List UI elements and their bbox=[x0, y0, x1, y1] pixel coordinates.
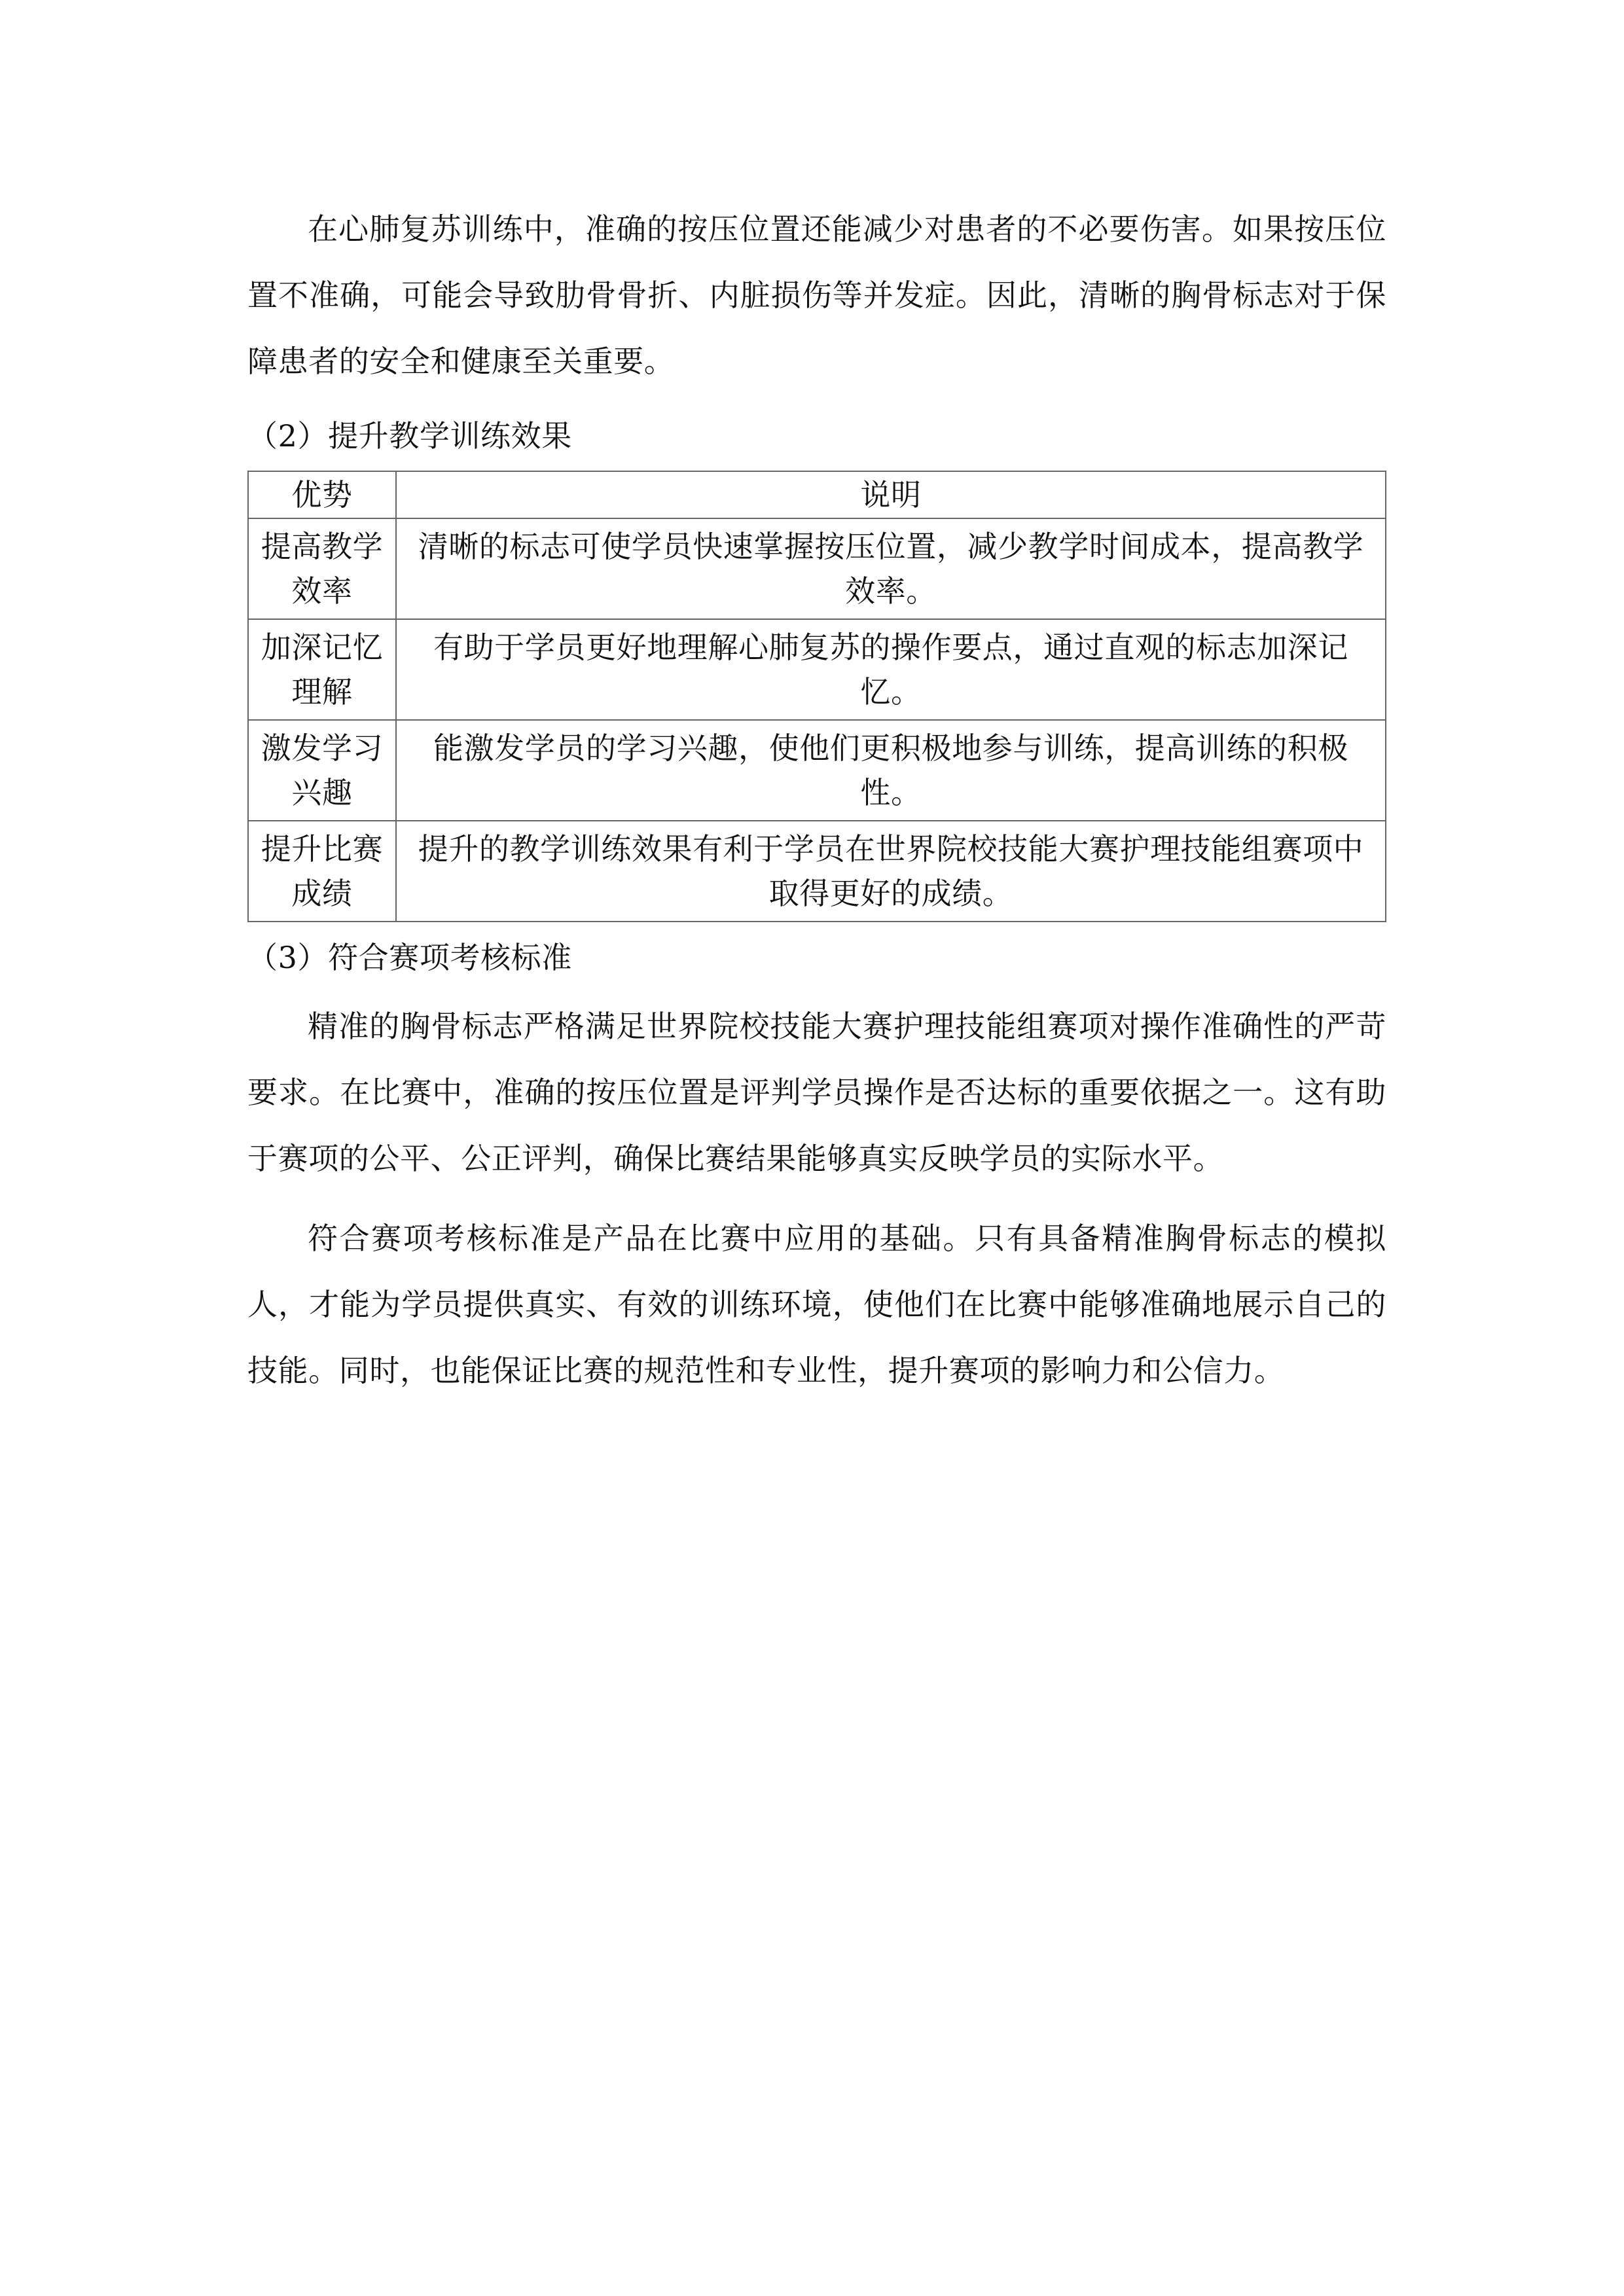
table-header-description: 说明 bbox=[396, 471, 1386, 518]
document-page bbox=[247, 196, 1386, 1418]
section-3-heading: （3）符合赛项考核标准 bbox=[247, 940, 572, 975]
table-cell-advantage: 提升比赛成绩 bbox=[248, 821, 396, 922]
table-row bbox=[248, 518, 1386, 619]
section-3-paragraph-2: 符合赛项考核标准是产品在比赛中应用的基础。只有具备精准胸骨标志的模拟人，才能为学员提供真实、有效的训练环境，使他们在比赛中能够准确地展示自己的技能。同时，也能保证比赛的规范性和专业性，提升赛项的影响力和公信力。 bbox=[247, 1221, 1386, 1388]
table-cell-advantage: 提高教学效率 bbox=[248, 518, 396, 619]
intro-paragraph: 在心肺复苏训练中，准确的按压位置还能减少对患者的不必要伤害。如果按压位置不准确，可能会导致肋骨骨折、内脏损伤等并发症。因此，清晰的胸骨标志对于保障患者的安全和健康至关重要。 bbox=[247, 211, 1386, 379]
advantages-table bbox=[247, 471, 1386, 922]
table-cell-advantage: 加深记忆理解 bbox=[248, 619, 396, 720]
table-cell-description: 提升的教学训练效果有利于学员在世界院校技能大赛护理技能组赛项中取得更好的成绩。 bbox=[396, 821, 1386, 922]
table-header-advantage: 优势 bbox=[248, 471, 396, 518]
table-row bbox=[248, 821, 1386, 922]
section-3-paragraph-1: 精准的胸骨标志严格满足世界院校技能大赛护理技能组赛项对操作准确性的严苛要求。在比赛中，准确的按压位置是评判学员操作是否达标的重要依据之一。这有助于赛项的公平、公正评判，确保比赛结果能够真实反映学员的实际水平。 bbox=[247, 1009, 1386, 1176]
table-row bbox=[248, 720, 1386, 821]
table-cell-description: 清晰的标志可使学员快速掌握按压位置，减少教学时间成本，提高教学效率。 bbox=[396, 518, 1386, 619]
table-cell-description: 有助于学员更好地理解心肺复苏的操作要点，通过直观的标志加深记忆。 bbox=[396, 619, 1386, 720]
table-cell-advantage: 激发学习兴趣 bbox=[248, 720, 396, 821]
table-cell-description: 能激发学员的学习兴趣，使他们更积极地参与训练，提高训练的积极性。 bbox=[396, 720, 1386, 821]
table-header-row bbox=[248, 471, 1386, 518]
table-row bbox=[248, 619, 1386, 720]
section-2-heading: （2）提升教学训练效果 bbox=[247, 418, 572, 454]
